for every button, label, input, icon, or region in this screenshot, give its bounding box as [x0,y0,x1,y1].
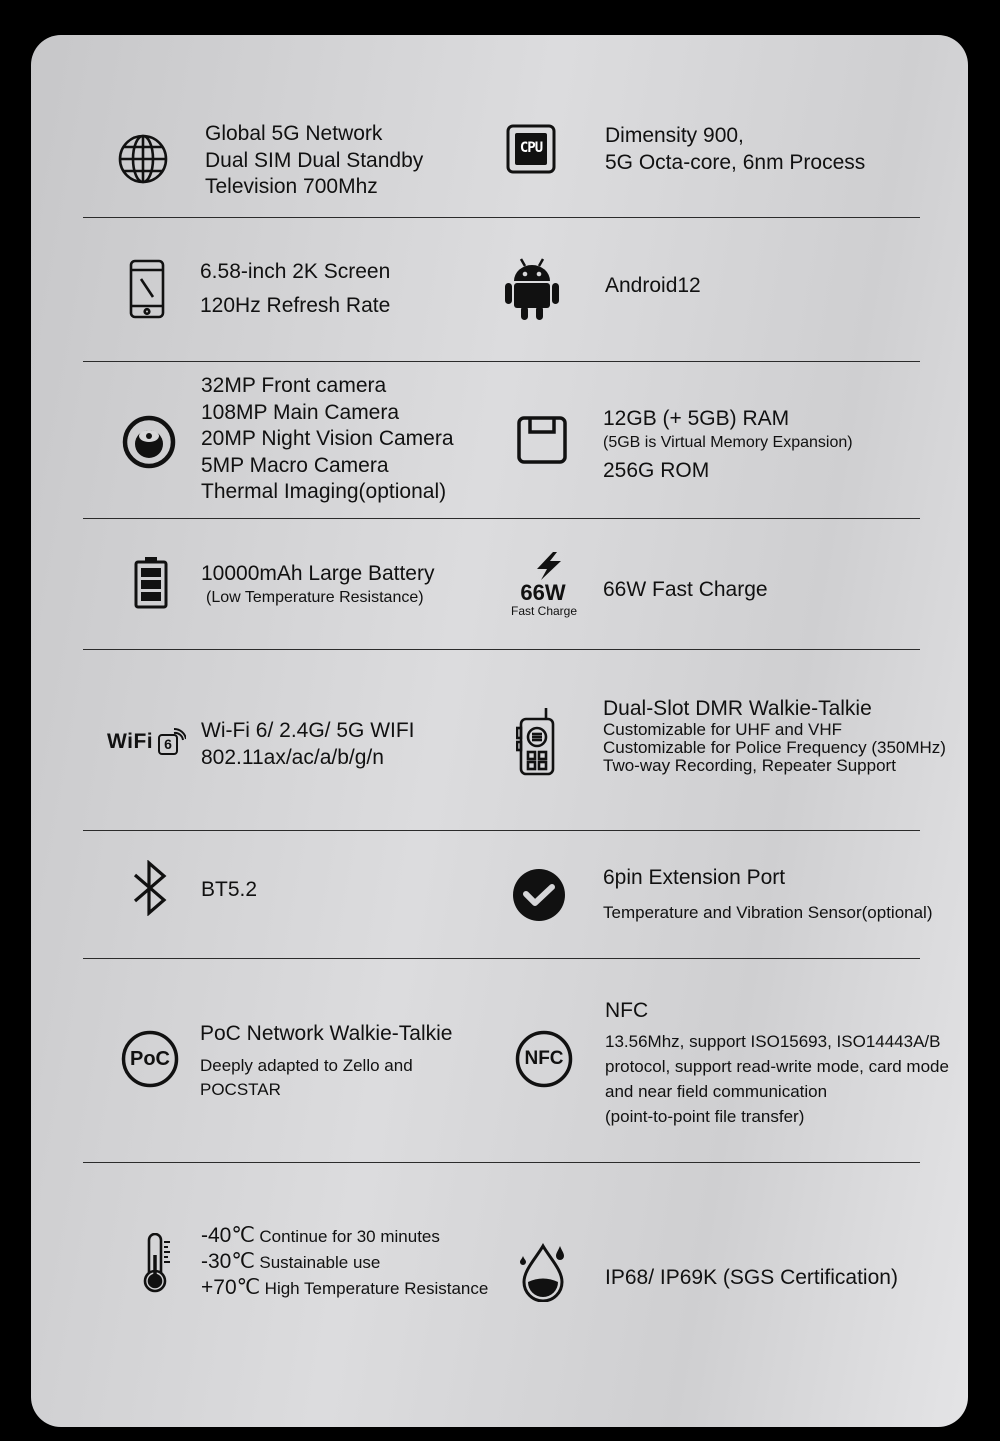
walkie-title: Dual-Slot DMR Walkie-Talkie [603,697,872,720]
memory-note: (5GB is Virtual Memory Expansion) [603,434,853,451]
screen-text [200,259,390,319]
wifi-line1: Wi-Fi 6/ 2.4G/ 5G WIFI [201,719,415,742]
water-drop-icon [518,1242,568,1302]
battery-note: (Low Temperature Resistance) [206,589,424,606]
divider [83,649,920,650]
charge-text: 66W Fast Charge [603,578,768,601]
android-icon [504,255,560,321]
thermometer-icon [139,1233,173,1295]
poc-icon-label: PoC [130,1048,170,1070]
walkie-line2: Customizable for Police Frequency (350MHz) [603,738,946,757]
wifi6-badge: 6 [158,734,178,755]
temperature-value-3: +70℃ [201,1276,261,1299]
temperature-row-2 [201,1250,488,1276]
port-text [603,865,933,924]
walkie-talkie-icon [516,706,558,776]
fast-charge-icon [512,551,584,621]
camera-line3: 20MP Night Vision Camera [201,427,454,450]
nfc-line1: 13.56Mhz, support ISO15693, ISO14443A/B [605,1032,941,1051]
check-circle-icon [513,869,565,921]
wifi-text [201,717,415,771]
os-text: Android12 [605,274,701,297]
bluetooth-icon [131,860,173,916]
walkie-text [603,697,946,775]
nfc-title: NFC [605,999,649,1022]
nfc-icon [515,1030,573,1088]
network-line2: Dual SIM Dual Standby [205,148,424,172]
poc-text [200,1021,452,1102]
temperature-value-2: -30℃ [201,1250,255,1273]
temperature-desc-2: Sustainable use [259,1253,381,1272]
battery-icon [134,557,168,609]
camera-icon [122,415,176,469]
poc-icon [121,1030,179,1088]
camera-text [201,373,454,506]
smartphone-icon [129,259,165,319]
cpu-line2: 5G Octa-core, 6nm Process [605,150,866,174]
fast-charge-small: Fast Charge [510,604,578,618]
battery-text [201,561,434,608]
nfc-line3: and near field communication [605,1082,828,1101]
cpu-text [605,123,865,176]
waterproof-text: IP68/ IP69K (SGS Certification) [605,1266,898,1289]
divider [83,518,920,519]
temperature-row-1 [201,1224,488,1250]
divider [83,1162,920,1163]
fast-charge-big: 66W [520,580,566,605]
camera-line4: 5MP Macro Camera [201,453,389,477]
nfc-icon-label: NFC [524,1048,564,1069]
divider [83,958,920,959]
memory-line1: 12GB (+ 5GB) RAM [603,407,790,430]
camera-line2: 108MP Main Camera [201,400,400,424]
memory-line2: 256G ROM [603,458,710,482]
port-line1: Temperature and Vibration Sensor(optional) [603,903,933,922]
temperature-text [201,1224,488,1302]
network-line1: Global 5G Network [205,122,383,145]
wifi6-label: WiFi [107,730,154,753]
temperature-value-1: -40℃ [201,1224,255,1247]
bluetooth-text: BT5.2 [201,878,258,901]
camera-line1: 32MP Front camera [201,374,387,397]
screen-line1: 6.58-inch 2K Screen [200,260,391,283]
screen-line2: 120Hz Refresh Rate [200,294,391,317]
divider [83,217,920,218]
poc-title: PoC Network Walkie-Talkie [200,1022,453,1045]
network-text [205,121,423,201]
temperature-desc-1: Continue for 30 minutes [259,1227,440,1246]
cpu-icon [505,123,557,175]
poc-line1: Deeply adapted to Zello and [200,1056,413,1075]
poc-line2: POCSTAR [200,1080,281,1099]
walkie-line3: Two-way Recording, Repeater Support [603,756,896,775]
temperature-desc-3: High Temperature Resistance [264,1279,489,1298]
nfc-line2: protocol, support read-write mode, card mode [605,1057,949,1076]
spec-card [31,35,968,1427]
globe-icon [117,133,169,185]
temperature-row-3 [201,1276,488,1302]
port-title: 6pin Extension Port [603,866,786,889]
memory-card-icon [517,416,567,464]
wifi6-icon [107,727,191,757]
wifi-waves-icon [172,728,186,742]
camera-line5: Thermal Imaging(optional) [201,480,447,503]
memory-text [603,406,853,484]
lightning-icon [533,551,565,581]
cpu-line1: Dimensity 900, [605,124,744,147]
wifi-line2: 802.11ax/ac/a/b/g/n [201,746,384,769]
divider [83,361,920,362]
nfc-text [605,998,949,1129]
walkie-line1: Customizable for UHF and VHF [603,720,843,739]
battery-line1: 10000mAh Large Battery [201,562,435,585]
network-line3: Television 700Mhz [205,175,378,198]
nfc-line4: (point-to-point file transfer) [605,1107,805,1126]
divider [83,830,920,831]
cpu-icon-label: CPU [519,140,543,156]
